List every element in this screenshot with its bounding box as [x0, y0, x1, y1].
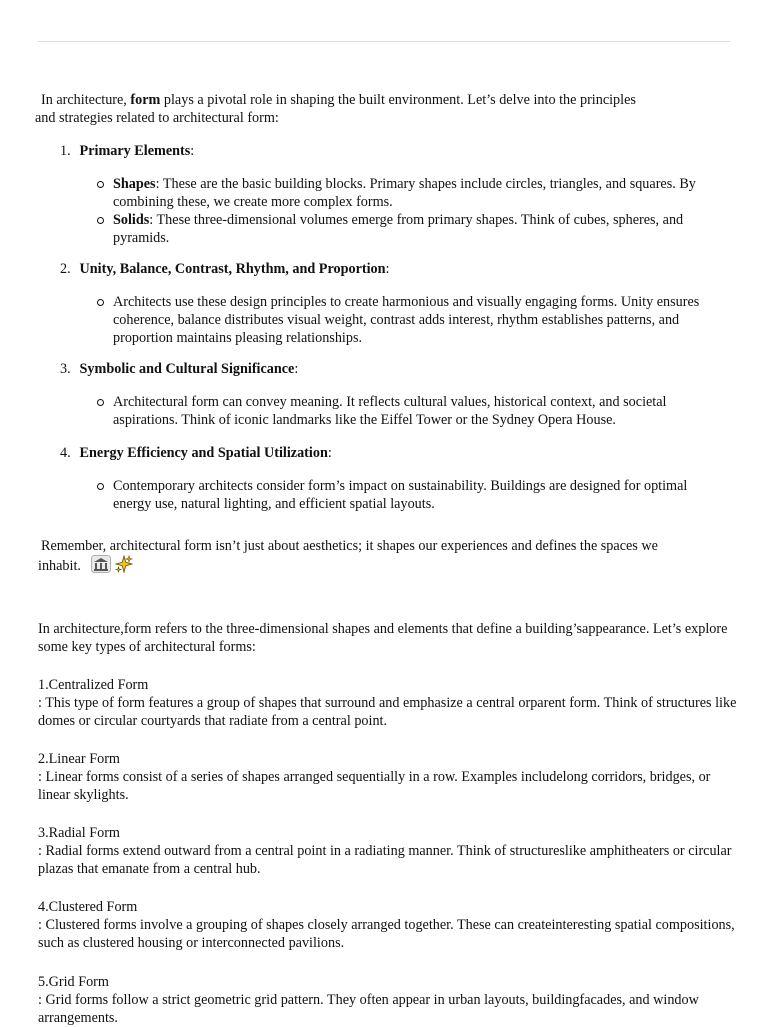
list-item: Contemporary architects consider form’s impact on sustainability. Buildings are designed for optimal energy use, natural lighting, and efficient spatial layouts. — [113, 477, 728, 513]
types-intro-paragraph: In architecture,form refers to the three-dimensional shapes and elements that define a building’sappearance. Let’s explore some key types of architectural forms: — [38, 621, 728, 655]
list-item: Architects use these design principles to create harmonious and visually engaging forms. Unity ensures coherence, balance distributes visual weight, contrast adds interest, rhythm establishes patterns, and proportion maintains pleasing relationships. — [113, 293, 728, 347]
list-item: Shapes: These are the basic building blocks. Primary shapes include circles, triangles, and squares. By combining these, we create more complex forms. — [113, 175, 728, 211]
bullet-icon — [97, 181, 104, 188]
intro-bold-form: form — [130, 92, 161, 108]
section-1-heading: 1. Primary Elements: — [60, 143, 195, 159]
top-divider — [38, 41, 730, 42]
closing-paragraph: Remember, architectural form isn’t just about aesthetics; it shapes our experiences and defines the spaces we inhabit. — [38, 537, 738, 578]
bullet-icon — [97, 399, 104, 406]
list-item: Architectural form can convey meaning. It reflects cultural values, historical context, and societal aspirations. Think of iconic landmarks like the Eiffel Tower or the Sydney Opera House. — [113, 393, 728, 429]
form-type-description: : This type of form features a group of shapes that surround and emphasize a central orparent form. Think of structures like domes or circular courtyards that radiate from a central point. — [38, 695, 737, 729]
form-type-description: : Clustered forms involve a grouping of shapes closely arranged together. These can createinteresting spatial compositions, such as clustered housing or interconnected pavilions. — [38, 917, 735, 951]
bullet-icon — [97, 483, 104, 490]
list-item: Solids: These three-dimensional volumes emerge from primary shapes. Think of cubes, spheres, and pyramids. — [113, 211, 728, 247]
form-type-grid — [38, 973, 743, 1027]
form-type-title: 3.Radial Form — [38, 825, 120, 841]
form-type-description: : Linear forms consist of a series of shapes arranged sequentially in a row. Examples includelong corridors, bridges, or linear skylights. — [38, 769, 711, 803]
section-1-list — [113, 175, 728, 247]
form-type-title: 4.Clustered Form — [38, 899, 138, 915]
section-4-heading: 4. Energy Efficiency and Spatial Utilization: — [60, 445, 332, 461]
section-3-heading: 3. Symbolic and Cultural Significance: — [60, 361, 299, 377]
form-type-clustered — [38, 898, 743, 952]
section-3-list — [113, 393, 728, 429]
sparkles-icon — [112, 555, 133, 578]
form-type-description: : Radial forms extend outward from a central point in a radiating manner. Think of structureslike amphitheaters or circular plazas that emanate from a central hub. — [38, 843, 732, 877]
form-type-linear — [38, 750, 743, 804]
classical-building-icon — [88, 555, 111, 578]
bullet-icon — [97, 217, 104, 224]
form-type-radial — [38, 824, 743, 878]
section-2-list — [113, 293, 728, 347]
form-type-centralized — [38, 676, 743, 730]
form-type-title: 5.Grid Form — [38, 974, 109, 990]
bullet-icon — [97, 299, 104, 306]
section-4-list — [113, 477, 728, 513]
form-type-title: 1.Centralized Form — [38, 677, 149, 693]
form-type-title: 2.Linear Form — [38, 751, 120, 767]
intro-paragraph: In architecture, form plays a pivotal role in shaping the built environment. Let’s delve into the principles and strategies related to architectural form: — [35, 92, 636, 126]
section-2-heading: 2. Unity, Balance, Contrast, Rhythm, and Proportion: — [60, 261, 390, 277]
form-type-description: : Grid forms follow a strict geometric grid pattern. They often appear in urban layouts, buildingfacades, and window arrangements. — [38, 992, 699, 1026]
